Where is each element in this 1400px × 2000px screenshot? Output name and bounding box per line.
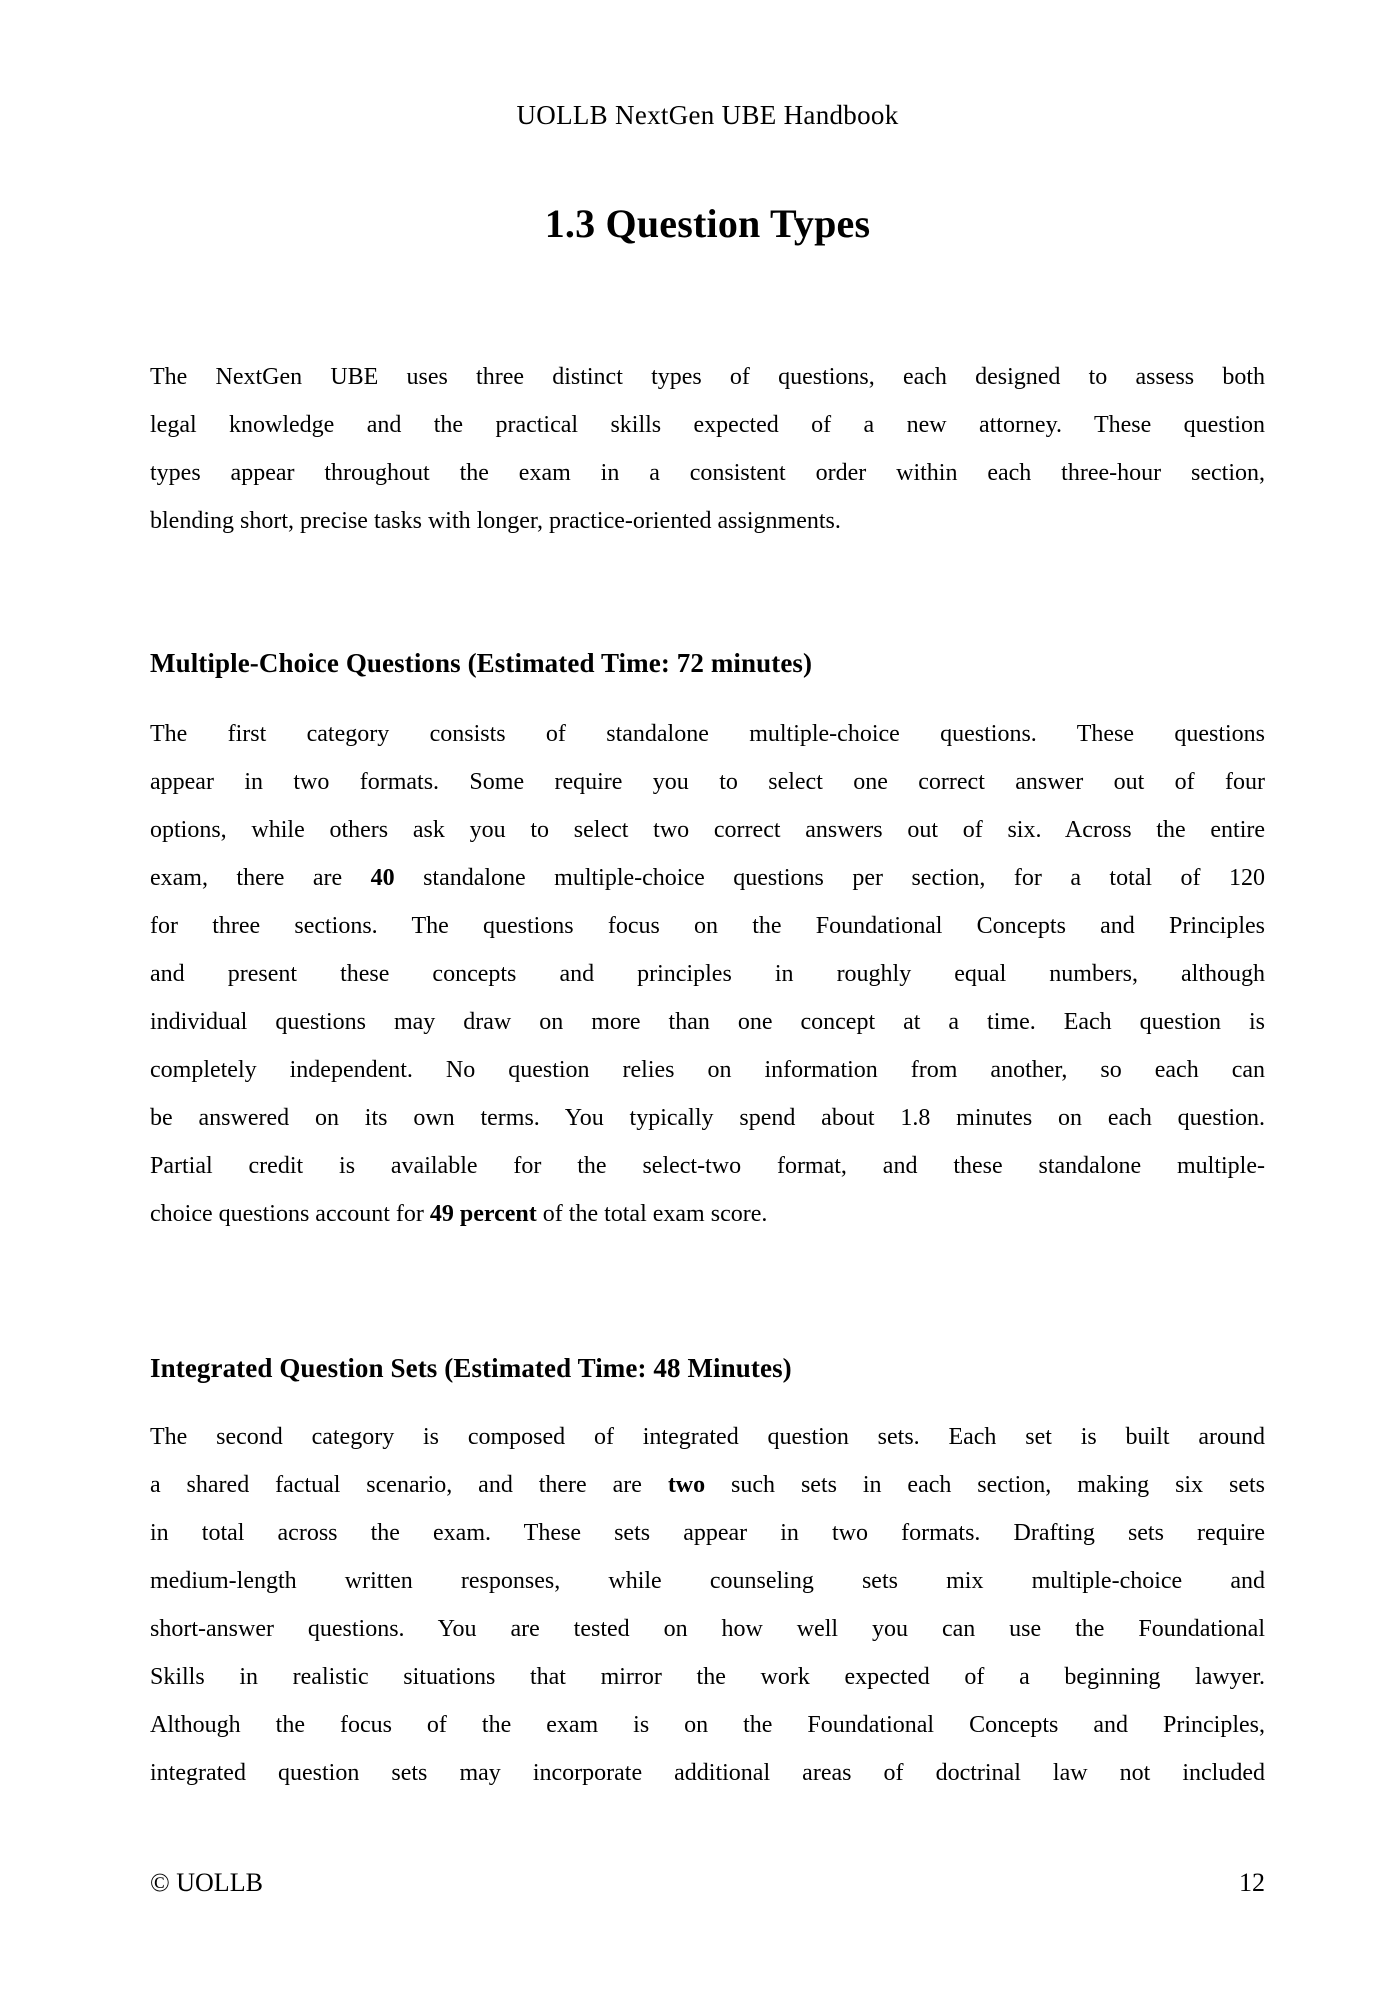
text-line: for three sections. The questions focus on the Foundational Concepts and Principles [150,913,1265,939]
text-line: The second category is composed of integrated question sets. Each set is built around [150,1424,1265,1450]
paragraph-multiple-choice [150,710,1265,1238]
paragraph-integrated-sets [150,1413,1265,1797]
intro-paragraph [150,353,1265,545]
text-line: Partial credit is available for the select-two format, and these standalone multiple- [150,1153,1265,1179]
page-footer [150,1859,1265,1907]
text-line: be answered on its own terms. You typically spend about 1.8 minutes on each question. [150,1105,1265,1131]
section-heading-multiple-choice: Multiple-Choice Questions (Estimated Time: 72 minutes) [150,648,813,678]
footer-copyright: © UOLLB [150,1868,263,1897]
section-heading-integrated-sets: Integrated Question Sets (Estimated Time: 48 Minutes) [150,1353,792,1383]
text-line: in total across the exam. These sets appear in two formats. Drafting sets require [150,1520,1265,1546]
text-line: medium-length written responses, while counseling sets mix multiple-choice and [150,1568,1265,1594]
text-line: Skills in realistic situations that mirror the work expected of a beginning lawyer. [150,1664,1265,1690]
text-line: legal knowledge and the practical skills expected of a new attorney. These question [150,412,1265,438]
text-line: options, while others ask you to select two correct answers out of six. Across the entire [150,817,1265,843]
footer-page-number: 12 [1239,1868,1265,1897]
text-line: blending short, precise tasks with longer, practice-oriented assignments. [150,508,841,534]
text-line: types appear throughout the exam in a consistent order within each three-hour section, [150,460,1265,486]
text-line: The NextGen UBE uses three distinct types of questions, each designed to assess both [150,364,1265,390]
text-line: and present these concepts and principles in roughly equal numbers, although [150,961,1265,987]
text-line: choice questions account for 49 percent of the total exam score. [150,1201,768,1227]
running-header: UOLLB NextGen UBE Handbook [516,100,899,130]
text-line: short-answer questions. You are tested on how well you can use the Foundational [150,1616,1265,1642]
text-line: completely independent. No question relies on information from another, so each can [150,1057,1265,1083]
text-line: a shared factual scenario, and there are two such sets in each section, making six sets [150,1472,1266,1498]
text-line: Although the focus of the exam is on the Foundational Concepts and Principles, [150,1712,1265,1738]
text-line: individual questions may draw on more than one concept at a time. Each question is [150,1009,1265,1035]
text-line: The first category consists of standalone multiple-choice questions. These questions [150,721,1265,747]
text-line: appear in two formats. Some require you to select one correct answer out of four [150,769,1265,795]
text-line: exam, there are 40 standalone multiple-choice questions per section, for a total of 120 [150,865,1265,891]
text-line: integrated question sets may incorporate additional areas of doctrinal law not included [150,1760,1265,1786]
page-title: 1.3 Question Types [544,201,871,246]
